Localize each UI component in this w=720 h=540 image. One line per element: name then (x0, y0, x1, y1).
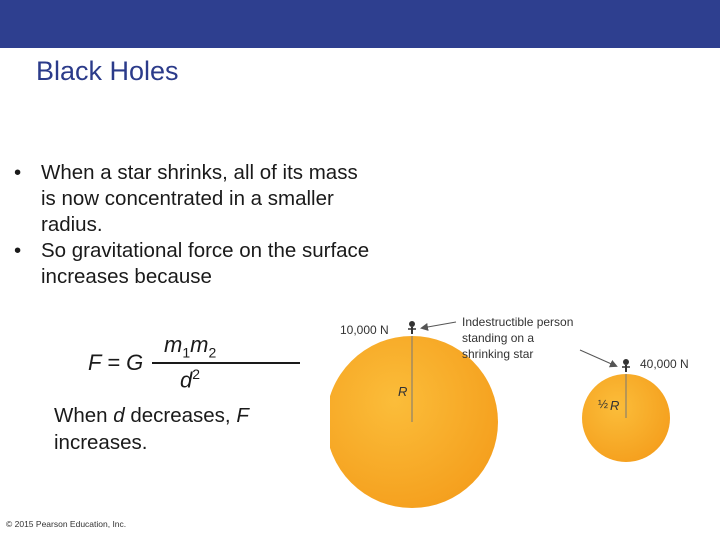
bullet-item: • When a star shrinks, all of its mass is now concentrated in a smaller radius. (14, 161, 358, 236)
caption-line-3: shrinking star (462, 347, 534, 361)
small-radius-fraction: ½ (598, 397, 609, 411)
caption-arrow (422, 322, 456, 328)
fraction-bar (152, 362, 300, 364)
caption-line-1: Indestructible person (462, 315, 574, 329)
bullet-list (14, 160, 374, 290)
bullet-item: • So gravitational force on the surface increases because (14, 239, 370, 288)
caption-line-2: standing on a (462, 331, 535, 345)
formula-denominator: $d^2$ (180, 366, 201, 393)
large-star (330, 336, 498, 508)
copyright-notice: © 2015 Pearson Education, Inc. (6, 519, 127, 529)
slide-title: Black Holes (36, 56, 179, 86)
large-radius-label: R (398, 384, 408, 399)
formula-numerator: $m_1m_2$ (164, 332, 217, 361)
bullet-text: So gravitational force on the surface increases because (41, 239, 370, 288)
bullet-text: When a star shrinks, all of its mass is now concentrated in a smaller radius. (41, 161, 358, 236)
force-small-label: 40,000 N (640, 357, 689, 371)
person-icon (622, 359, 630, 372)
conclusion-text: When d decreases, F increases. (54, 404, 249, 454)
header-bar (0, 0, 720, 48)
person-icon (408, 321, 416, 334)
caption-arrow-small (580, 350, 616, 366)
small-radius-label: R (610, 398, 620, 413)
gravity-formula (88, 330, 328, 400)
force-large-label: 10,000 N (340, 323, 389, 337)
shrinking-star-figure (330, 310, 710, 510)
formula-lhs: F = G (88, 350, 144, 375)
